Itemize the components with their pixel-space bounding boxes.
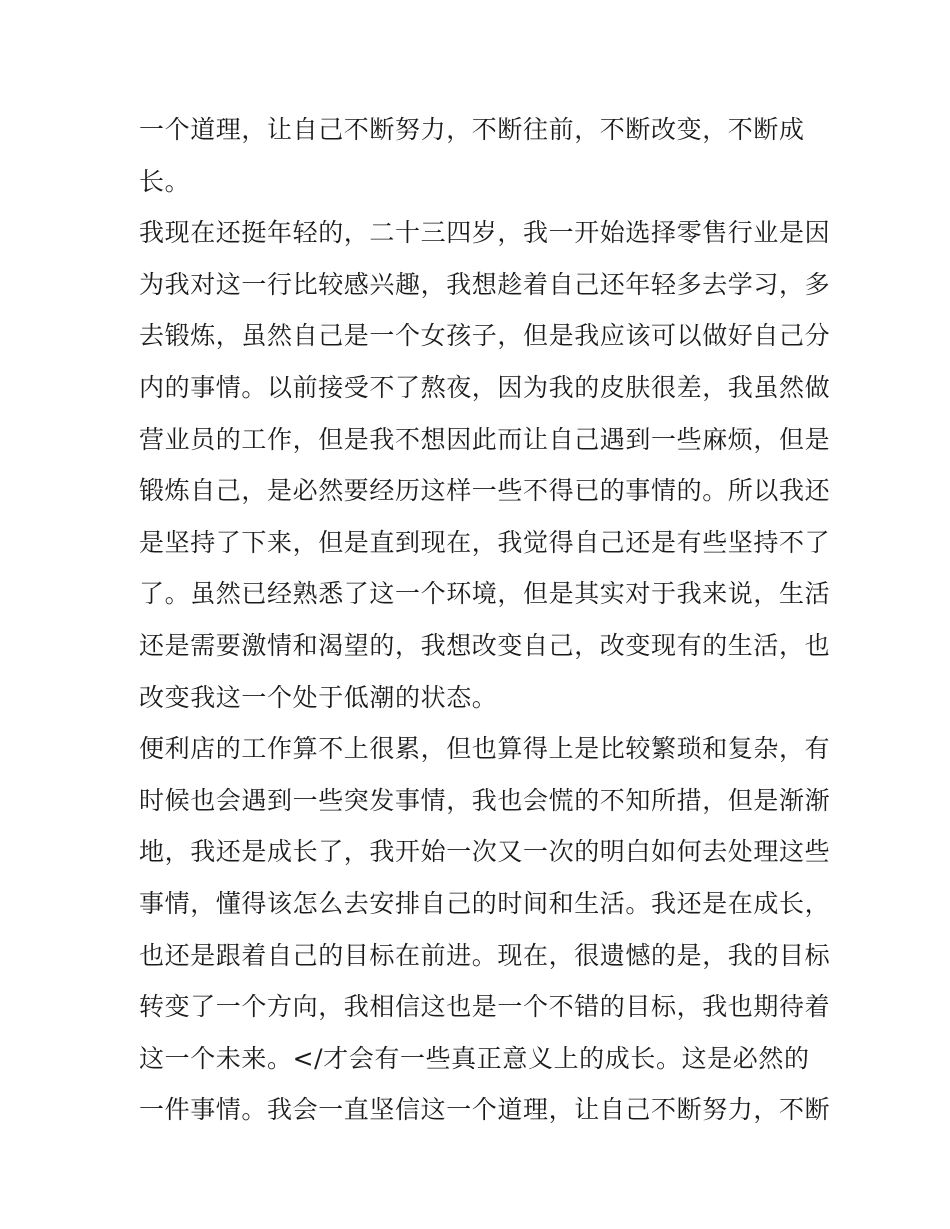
text-line: 这一个未来。</才会有一些真正意义上的成长。这是必然的 xyxy=(139,1043,810,1073)
text-line: 转变了一个方向，我相信这也是一个不错的目标，我也期待着 xyxy=(139,992,831,1022)
text-line: 锻炼自己，是必然要经历这样一些不得已的事情的。所以我还 xyxy=(139,476,831,506)
document-body xyxy=(139,104,831,1136)
text-line: 去锻炼，虽然自己是一个女孩子，但是我应该可以做好自己分 xyxy=(139,321,831,351)
text-line: 是坚持了下来，但是直到现在，我觉得自己还是有些坚持不了 xyxy=(139,527,831,557)
text-line: 长。 xyxy=(139,166,191,196)
text-line: 一件事情。我会一直坚信这一个道理，让自己不断努力，不断 xyxy=(139,1095,831,1125)
text-line: 时候也会遇到一些突发事情，我也会慌的不知所措，但是渐渐 xyxy=(139,785,831,815)
text-line: 改变我这一个处于低潮的状态。 xyxy=(139,682,498,712)
text-line: 为我对这一行比较感兴趣，我想趁着自己还年轻多去学习，多 xyxy=(139,269,831,299)
text-line: 还是需要激情和渴望的，我想改变自己，改变现有的生活，也 xyxy=(139,630,831,660)
text-line: 我现在还挺年轻的，二十三四岁，我一开始选择零售行业是因 xyxy=(139,218,831,248)
text-line: 营业员的工作，但是我不想因此而让自己遇到一些麻烦，但是 xyxy=(139,424,831,454)
text-line: 了。虽然已经熟悉了这一个环境，但是其实对于我来说，生活 xyxy=(139,579,831,609)
text-line: 内的事情。以前接受不了熬夜，因为我的皮肤很差，我虽然做 xyxy=(139,372,831,402)
text-line: 便利店的工作算不上很累，但也算得上是比较繁琐和复杂，有 xyxy=(139,734,831,764)
text-line: 也还是跟着自己的目标在前进。现在，很遗憾的是，我的目标 xyxy=(139,940,831,970)
text-line: 地，我还是成长了，我开始一次又一次的明白如何去处理这些 xyxy=(139,837,831,867)
text-line: 一个道理，让自己不断努力，不断往前，不断改变，不断成 xyxy=(139,115,805,144)
text-line: 事情，懂得该怎么去安排自己的时间和生活。我还是在成长， xyxy=(139,888,831,918)
